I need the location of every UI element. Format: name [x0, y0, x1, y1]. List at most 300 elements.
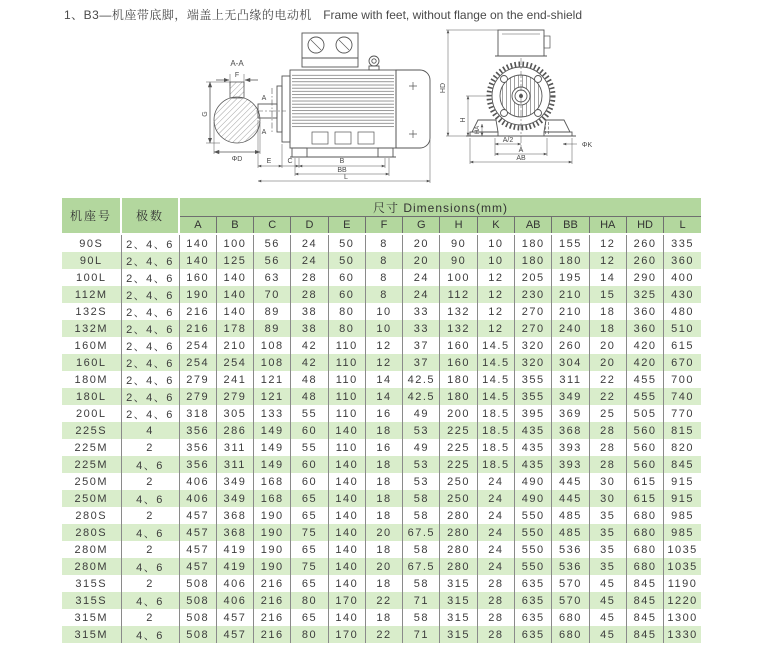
dimension-cell: 615	[626, 473, 663, 490]
frame-size-cell: 160M	[74, 339, 109, 352]
dimension-cell: 110	[328, 388, 365, 405]
table-row	[62, 303, 701, 320]
dimension-cell: 368	[216, 507, 253, 524]
dimension-cell: 369	[552, 405, 589, 422]
dimension-cell: 250	[440, 490, 477, 507]
dimension-cell: 815	[664, 422, 701, 439]
dimension-cell: 65	[291, 575, 328, 592]
dimension-cell: 14.5	[477, 354, 514, 371]
dim-col-header: L	[664, 217, 701, 235]
dimension-cell: 485	[552, 524, 589, 541]
dimension-cell: 18	[365, 541, 402, 558]
poles-cell: 2、4、6	[121, 371, 179, 388]
dim-col-header: D	[291, 217, 328, 235]
dimension-cell: 560	[626, 456, 663, 473]
dimension-cell: 42	[291, 354, 328, 371]
frame-size-cell: 180L	[62, 388, 121, 405]
dimension-cell: 1220	[664, 592, 701, 609]
dimension-cell: 419	[216, 558, 253, 575]
dimension-cell: 260	[626, 252, 663, 269]
dimension-cell: 14.5	[477, 371, 514, 388]
dimension-cell: 216	[254, 609, 291, 626]
dim-label-a-half: A/2	[502, 137, 514, 144]
dimension-cell: 18.5	[477, 439, 514, 456]
dimension-cell: 140	[179, 234, 216, 252]
dimension-cell: 406	[216, 575, 253, 592]
dimension-cell: 349	[216, 490, 253, 507]
dimension-cell: 80	[328, 320, 365, 337]
dimension-cell: 42.5	[403, 371, 440, 388]
dimension-cell: 180	[440, 388, 477, 405]
dimension-cell: 311	[216, 439, 253, 456]
dimension-cell: 845	[626, 626, 663, 643]
dimension-cell: 550	[515, 558, 552, 575]
dimension-cell: 10	[477, 252, 514, 269]
dimension-cell: 60	[291, 456, 328, 473]
dimension-cell: 304	[552, 354, 589, 371]
dimension-cell: 125	[216, 252, 253, 269]
dim-col-header: A	[179, 217, 216, 235]
dimension-cell: 290	[626, 269, 663, 286]
dimension-cell: 550	[515, 541, 552, 558]
dimension-cell: 149	[254, 439, 291, 456]
frame-size-cell: 280S	[62, 524, 121, 541]
poles-cell: 2	[121, 609, 179, 626]
frame-size-cell: 250M	[62, 490, 121, 507]
dimension-cell: 28	[589, 422, 626, 439]
dimension-cell: 1300	[664, 609, 701, 626]
dimension-cell: 140	[328, 524, 365, 541]
table-row	[62, 439, 701, 456]
dimension-cell: 14	[589, 269, 626, 286]
dimension-cell: 311	[216, 456, 253, 473]
dimension-cell: 38	[291, 320, 328, 337]
dimension-cell: 180	[515, 252, 552, 269]
dimension-cell: 24	[477, 507, 514, 524]
dimension-cell: 250	[440, 473, 477, 490]
dimension-cell: 100	[440, 269, 477, 286]
dim-label-l: L	[344, 174, 348, 181]
dimension-cell: 8	[365, 234, 402, 252]
dimension-cell: 45	[589, 609, 626, 626]
dimension-cell: 985	[664, 507, 701, 524]
dim-col-header: E	[328, 217, 365, 235]
dimension-cell: 457	[179, 558, 216, 575]
dimension-cell: 18	[365, 473, 402, 490]
dimension-cell: 230	[515, 286, 552, 303]
dimension-cell: 820	[664, 439, 701, 456]
table-row	[62, 286, 701, 303]
dimension-cell: 635	[515, 575, 552, 592]
dimension-cell: 356	[179, 422, 216, 439]
dimension-cell: 635	[515, 626, 552, 643]
dimension-cell: 18	[365, 575, 402, 592]
dimension-cell: 60	[291, 473, 328, 490]
dimension-cell: 140	[328, 490, 365, 507]
dim-col-header: K	[477, 217, 514, 235]
dimension-cell: 305	[216, 405, 253, 422]
frame-size-cell: 225S	[62, 422, 121, 439]
dimension-cell: 12	[477, 286, 514, 303]
dimension-cell: 254	[179, 337, 216, 354]
dimension-cell: 20	[403, 252, 440, 269]
dimension-cell: 315	[440, 592, 477, 609]
dimension-cell: 1035	[664, 541, 701, 558]
dimension-cell: 680	[552, 609, 589, 626]
dimension-cell: 635	[515, 609, 552, 626]
dimension-cell: 16	[365, 405, 402, 422]
table-row	[62, 473, 701, 490]
motor-side-view-drawing	[256, 30, 444, 191]
dimension-cell: 190	[179, 286, 216, 303]
dim-label-hd: HD	[440, 82, 447, 94]
dimension-cell: 570	[552, 575, 589, 592]
dimension-cell: 35	[589, 524, 626, 541]
dimension-cell: 28	[291, 269, 328, 286]
dimension-cell: 133	[254, 405, 291, 422]
poles-cell: 4、6	[121, 490, 179, 507]
dimension-cell: 355	[515, 371, 552, 388]
motor-end-view-drawing	[438, 26, 620, 185]
dimension-cell: 110	[328, 371, 365, 388]
dimension-cell: 108	[254, 337, 291, 354]
dimension-cell: 160	[440, 354, 477, 371]
dimension-cell: 140	[328, 609, 365, 626]
dim-label-a: A	[518, 147, 524, 154]
dimension-cell: 320	[515, 354, 552, 371]
dimension-cell: 65	[291, 541, 328, 558]
dimension-cell: 35	[589, 507, 626, 524]
dimension-cell: 680	[626, 558, 663, 575]
dimension-cell: 12	[365, 354, 402, 371]
poles-cell: 4、6	[121, 456, 179, 473]
dimension-cell: 140	[328, 575, 365, 592]
dimension-cell: 455	[626, 371, 663, 388]
dimension-cell: 140	[328, 456, 365, 473]
dimension-table-body	[62, 234, 701, 643]
frame-size-cell: 180M	[74, 373, 109, 386]
dimension-cell: 168	[254, 473, 291, 490]
dimension-cell: 393	[552, 456, 589, 473]
table-row	[62, 507, 701, 524]
dimension-cell: 536	[552, 541, 589, 558]
dimension-cell: 75	[291, 524, 328, 541]
dim-label-h: H	[460, 117, 467, 123]
dimension-cell: 216	[254, 626, 291, 643]
dimension-cell: 508	[179, 575, 216, 592]
dimension-cell: 56	[254, 234, 291, 252]
poles-cell: 2、4、6	[121, 252, 179, 269]
dim-col-header: HA	[589, 217, 626, 235]
dimension-cell: 89	[254, 320, 291, 337]
poles-cell: 2、4、6	[121, 388, 179, 405]
dimension-cell: 349	[552, 388, 589, 405]
table-row	[62, 456, 701, 473]
dimension-cell: 38	[291, 303, 328, 320]
frame-size-cell: 90L	[62, 252, 121, 269]
dimension-cell: 65	[291, 609, 328, 626]
dimension-cell: 200	[440, 405, 477, 422]
dimension-cell: 680	[552, 626, 589, 643]
dimension-cell: 18	[365, 609, 402, 626]
poles-cell: 4	[121, 422, 179, 439]
dimension-cell: 770	[664, 405, 701, 422]
dimension-cell: 615	[664, 337, 701, 354]
dimension-cell: 241	[216, 371, 253, 388]
dimension-cell: 845	[626, 575, 663, 592]
frame-size-cell: 132S	[75, 305, 108, 318]
dimension-cell: 170	[328, 592, 365, 609]
dimension-cell: 45	[589, 626, 626, 643]
dimension-cell: 740	[664, 388, 701, 405]
dimension-cell: 560	[626, 422, 663, 439]
dimension-cell: 24	[403, 269, 440, 286]
poles-cell: 2	[121, 439, 179, 456]
dimension-cell: 349	[216, 473, 253, 490]
dimension-cell: 14.5	[477, 337, 514, 354]
dimension-cell: 845	[626, 609, 663, 626]
dimension-cell: 100	[216, 234, 253, 252]
dimension-cell: 490	[515, 490, 552, 507]
dimension-cell: 216	[254, 575, 291, 592]
dimension-cell: 190	[254, 558, 291, 575]
dimension-cell: 270	[515, 303, 552, 320]
dimension-cell: 280	[440, 524, 477, 541]
dimension-cell: 10	[365, 320, 402, 337]
dimension-cell: 505	[626, 405, 663, 422]
dimension-cell: 170	[328, 626, 365, 643]
dimension-cell: 14	[365, 371, 402, 388]
dimension-cell: 16	[365, 439, 402, 456]
table-row	[62, 490, 701, 507]
dimension-cell: 108	[254, 354, 291, 371]
table-row	[62, 626, 701, 643]
dimension-cell: 680	[626, 524, 663, 541]
dimension-cell: 35	[589, 558, 626, 575]
poles-cell: 2、4、6	[121, 303, 179, 320]
table-row	[62, 405, 701, 422]
dimension-cell: 1330	[664, 626, 701, 643]
table-row	[62, 234, 701, 252]
dimension-cell: 190	[254, 541, 291, 558]
dimension-cell: 18	[365, 490, 402, 507]
dimension-cell: 8	[365, 252, 402, 269]
dimension-cell: 225	[440, 439, 477, 456]
dimension-cell: 216	[179, 320, 216, 337]
dimension-cell: 356	[179, 439, 216, 456]
dimension-cell: 90	[440, 252, 477, 269]
dimension-cell: 140	[216, 286, 253, 303]
table-row	[62, 337, 701, 354]
dim-col-header: F	[365, 217, 402, 235]
frame-size-cell: 315S	[62, 592, 121, 609]
dimension-cell: 160	[179, 269, 216, 286]
dimensions-header: 尺寸 Dimensions(mm)	[179, 198, 701, 217]
dimension-cell: 395	[515, 405, 552, 422]
dimension-cell: 65	[291, 490, 328, 507]
dimension-cell: 457	[179, 541, 216, 558]
dimension-cell: 570	[552, 592, 589, 609]
dimension-cell: 216	[254, 592, 291, 609]
poles-cell: 4、6	[121, 524, 179, 541]
dimension-cell: 45	[589, 592, 626, 609]
dim-label-c: C	[287, 158, 293, 165]
dimension-cell: 280	[440, 558, 477, 575]
dimension-cell: 12	[477, 320, 514, 337]
poles-cell: 2	[121, 575, 179, 592]
dimension-cell: 355	[515, 388, 552, 405]
frame-size-cell: 132M	[62, 320, 121, 337]
dimension-cell: 279	[179, 371, 216, 388]
table-row	[62, 558, 701, 575]
dimension-cell: 14.5	[477, 388, 514, 405]
dimension-cell: 55	[291, 405, 328, 422]
dimension-cell: 445	[552, 490, 589, 507]
table-row	[62, 422, 701, 439]
frame-size-cell: 200L	[76, 407, 107, 420]
section-cut-label-top: A	[261, 95, 267, 102]
dimension-cell: 121	[254, 388, 291, 405]
dimension-cell: 190	[254, 507, 291, 524]
dimension-cell: 132	[440, 303, 477, 320]
dimension-cell: 110	[328, 337, 365, 354]
dimension-cell: 18.5	[477, 405, 514, 422]
dimension-cell: 279	[179, 388, 216, 405]
dimension-cell: 71	[403, 592, 440, 609]
dimension-cell: 430	[664, 286, 701, 303]
dimension-cell: 195	[552, 269, 589, 286]
dimension-cell: 65	[291, 507, 328, 524]
dimension-cell: 216	[179, 303, 216, 320]
dimension-cell: 56	[254, 252, 291, 269]
dimension-cell: 121	[254, 371, 291, 388]
dimension-cell: 90	[440, 234, 477, 252]
dim-col-header: HD	[626, 217, 663, 235]
dimension-cell: 140	[328, 507, 365, 524]
dimension-cell: 190	[254, 524, 291, 541]
dimension-cell: 160	[440, 337, 477, 354]
dimension-cell: 550	[515, 524, 552, 541]
dimension-cell: 1190	[664, 575, 701, 592]
dimension-cell: 270	[515, 320, 552, 337]
poles-cell: 2、4、6	[121, 405, 179, 422]
frame-size-header: 机座号	[62, 198, 121, 234]
table-row	[62, 524, 701, 541]
dimension-cell: 48	[291, 371, 328, 388]
dim-col-header: C	[254, 217, 291, 235]
poles-cell: 2	[121, 541, 179, 558]
dimension-cell: 12	[477, 269, 514, 286]
frame-size-cell: 225M	[62, 456, 121, 473]
dimension-cell: 368	[216, 524, 253, 541]
frame-size-cell: 160L	[62, 354, 121, 371]
poles-cell: 2	[121, 473, 179, 490]
dim-label-b: B	[339, 158, 345, 165]
dimension-cell: 615	[626, 490, 663, 507]
dimension-cell: 210	[552, 286, 589, 303]
dim-col-header: B	[216, 217, 253, 235]
frame-size-cell: 315S	[75, 577, 108, 590]
dimension-cell: 42.5	[403, 388, 440, 405]
dimension-cell: 915	[664, 490, 701, 507]
dimension-cell: 315	[440, 626, 477, 643]
dimension-cell: 75	[291, 558, 328, 575]
dimension-cell: 490	[515, 473, 552, 490]
dimension-cell: 58	[403, 507, 440, 524]
dimension-cell: 8	[365, 269, 402, 286]
dim-col-header: BB	[552, 217, 589, 235]
dimension-cell: 393	[552, 439, 589, 456]
dimension-cell: 368	[552, 422, 589, 439]
dimension-cell: 985	[664, 524, 701, 541]
dimension-cell: 20	[589, 354, 626, 371]
dimension-cell: 480	[664, 303, 701, 320]
dimension-cell: 315	[440, 575, 477, 592]
dimension-cell: 18	[365, 507, 402, 524]
dimension-cell: 635	[515, 592, 552, 609]
dimension-cell: 18	[365, 456, 402, 473]
dimension-cell: 42	[291, 337, 328, 354]
dimension-cell: 58	[403, 541, 440, 558]
dimension-cell: 37	[403, 354, 440, 371]
dimension-cell: 12	[589, 252, 626, 269]
dimension-cell: 406	[179, 473, 216, 490]
dimension-cell: 279	[216, 388, 253, 405]
frame-size-cell: 315M	[62, 626, 121, 643]
dimension-cell: 508	[179, 626, 216, 643]
dimension-cell: 48	[291, 388, 328, 405]
section-title: A-A	[230, 59, 244, 68]
dimension-cell: 254	[179, 354, 216, 371]
dimension-cell: 25	[589, 405, 626, 422]
dimension-cell: 225	[440, 456, 477, 473]
dim-label-phi-k: ΦK	[581, 142, 593, 149]
section-cut-label-bottom: A	[261, 129, 267, 136]
dimension-cell: 12	[477, 303, 514, 320]
dimension-cell: 24	[291, 234, 328, 252]
dimension-cell: 22	[365, 592, 402, 609]
dimension-cell: 149	[254, 456, 291, 473]
dimension-cell: 550	[515, 507, 552, 524]
dimension-cell: 318	[179, 405, 216, 422]
dimension-cell: 58	[403, 609, 440, 626]
dimension-cell: 33	[403, 320, 440, 337]
frame-size-cell: 280S	[75, 509, 108, 522]
dim-label-e: E	[266, 158, 272, 165]
dimension-cell: 30	[589, 490, 626, 507]
dimension-cell: 260	[552, 337, 589, 354]
dimension-cell: 110	[328, 439, 365, 456]
dimension-cell: 110	[328, 354, 365, 371]
dimension-cell: 28	[589, 456, 626, 473]
dimension-cell: 400	[664, 269, 701, 286]
table-row	[62, 269, 701, 286]
dimension-cell: 20	[589, 337, 626, 354]
dimension-cell: 15	[589, 286, 626, 303]
poles-cell: 4、6	[121, 592, 179, 609]
table-row	[62, 320, 701, 337]
dimension-cell: 58	[403, 490, 440, 507]
dimension-cell: 132	[440, 320, 477, 337]
frame-size-cell: 112M	[62, 286, 121, 303]
dimension-cell: 110	[328, 405, 365, 422]
dimension-cell: 89	[254, 303, 291, 320]
table-row	[62, 252, 701, 269]
dimension-cell: 254	[216, 354, 253, 371]
frame-size-cell: 90S	[79, 237, 104, 250]
dim-label-bb: BB	[337, 167, 347, 174]
dimension-cell: 168	[254, 490, 291, 507]
